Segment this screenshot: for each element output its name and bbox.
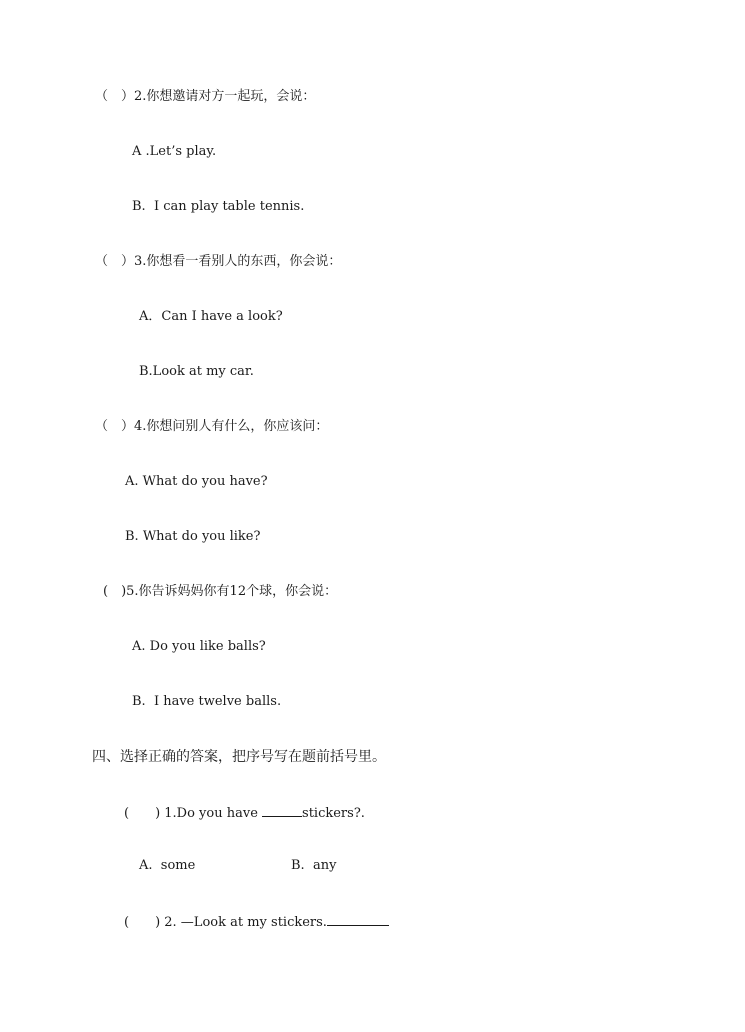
section-4-question-1-option-b: B. any xyxy=(291,858,337,873)
question-4-option-a: A. What do you have? xyxy=(125,474,268,489)
question-4-option-b: B. What do you like? xyxy=(125,529,261,544)
section-4-heading: 四、选择正确的答案，把序号写在题前括号里。 xyxy=(92,749,386,765)
section-4-question-1-prefix: ( ) 1.Do you have xyxy=(124,806,263,821)
question-2-stem: （ ）2.你想邀请对方一起玩，会说： xyxy=(95,89,316,104)
section-4-question-1 xyxy=(124,804,365,822)
question-2-option-a: A .Let’s play. xyxy=(132,144,217,159)
question-5-stem: ( )5.你告诉妈妈你有12个球，你会说： xyxy=(103,584,338,599)
question-4-stem: （ ）4.你想问别人有什么，你应该问： xyxy=(95,419,329,434)
section-4-question-1-option-a: A. some xyxy=(139,858,196,873)
question-3-option-a: A．Can I have a look? xyxy=(139,309,283,324)
question-5-option-b: B. I have twelve balls. xyxy=(132,694,282,709)
question-2-option-b: B. I can play table tennis. xyxy=(132,199,305,214)
section-4-question-2-text: ( ) 2. —Look at my stickers. xyxy=(124,915,327,930)
question-3-option-b: B.Look at my car. xyxy=(139,364,254,379)
question-5-option-a: A. Do you like balls? xyxy=(132,639,266,654)
answer-blank[interactable] xyxy=(262,804,302,817)
section-4-question-2 xyxy=(124,913,389,931)
answer-blank[interactable] xyxy=(327,913,389,926)
question-3-stem: （ ）3.你想看一看别人的东西，你会说： xyxy=(95,254,342,269)
section-4-question-1-suffix: stickers?. xyxy=(302,806,365,821)
